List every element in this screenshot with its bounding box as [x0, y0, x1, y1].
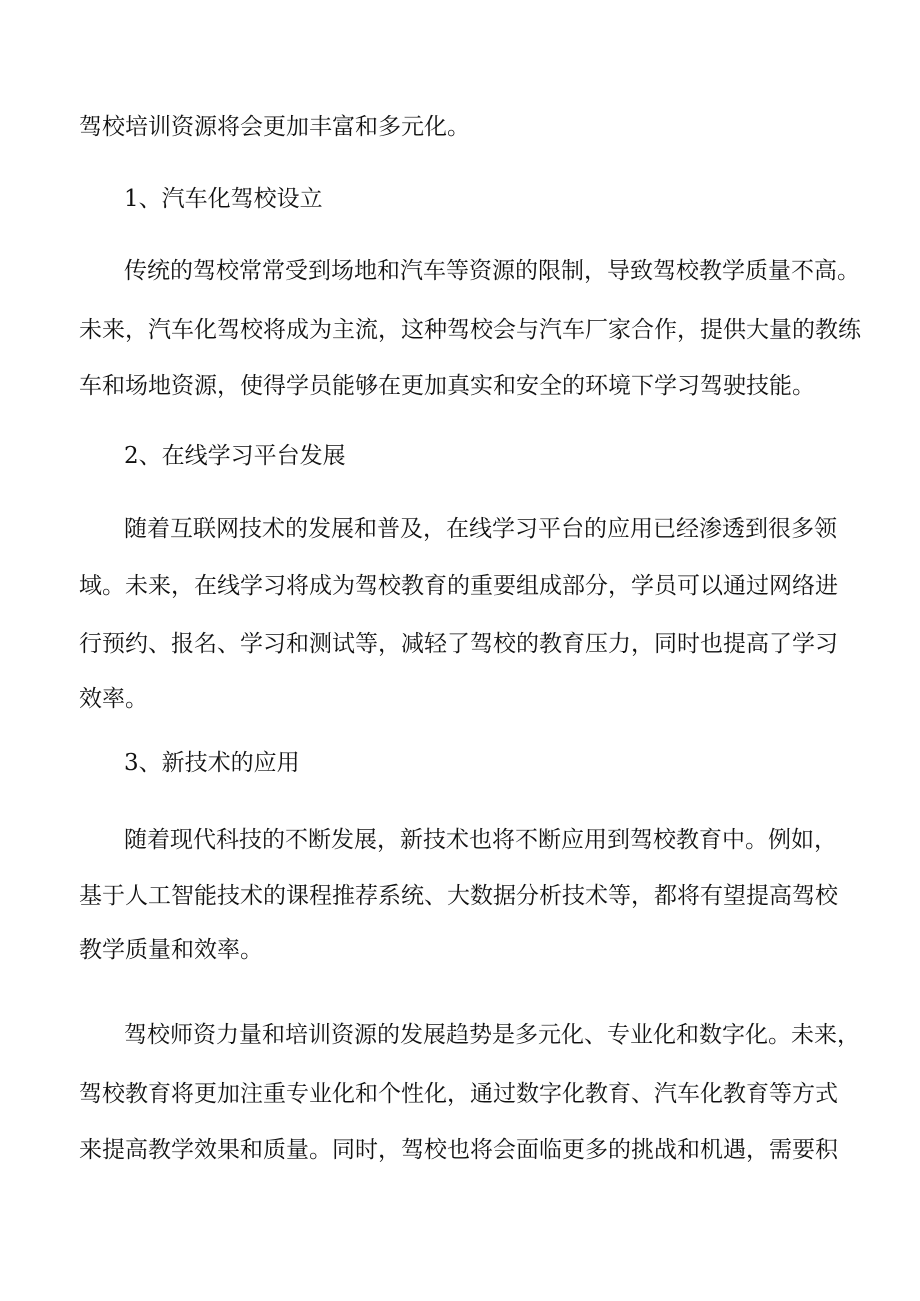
- section-heading: 2、在线学习平台发展: [124, 443, 346, 469]
- paragraph-line: 随着现代科技的不断发展，新技术也将不断应用到驾校教育中。例如，: [124, 827, 837, 853]
- paragraph-line: 驾校师资力量和培训资源的发展趋势是多元化、专业化和数字化。未来，: [124, 1022, 860, 1048]
- paragraph-line: 传统的驾校常常受到场地和汽车等资源的限制，导致驾校教学质量不高。: [124, 258, 860, 284]
- section-heading: 1、汽车化驾校设立: [124, 186, 323, 212]
- paragraph-line: 来提高教学效果和质量。同时，驾校也将会面临更多的挑战和机遇，需要积: [79, 1137, 838, 1163]
- paragraph-line: 域。未来，在线学习将成为驾校教育的重要组成部分，学员可以通过网络进: [79, 573, 838, 599]
- paragraph-line: 车和场地资源，使得学员能够在更加真实和安全的环境下学习驾驶技能。: [79, 373, 815, 399]
- section-heading: 3、新技术的应用: [124, 750, 300, 776]
- paragraph-line: 驾校教育将更加注重专业化和个性化，通过数字化教育、汽车化教育等方式: [79, 1081, 838, 1107]
- paragraph-line: 基于人工智能技术的课程推荐系统、大数据分析技术等，都将有望提高驾校: [79, 883, 838, 909]
- paragraph-line: 驾校培训资源将会更加丰富和多元化。: [79, 114, 470, 140]
- paragraph-line: 行预约、报名、学习和测试等，减轻了驾校的教育压力，同时也提高了学习: [79, 631, 838, 657]
- paragraph-line: 随着互联网技术的发展和普及，在线学习平台的应用已经渗透到很多领: [124, 516, 837, 542]
- paragraph-line: 效率。: [79, 686, 148, 712]
- paragraph-line: 教学质量和效率。: [79, 937, 263, 963]
- paragraph-line: 未来，汽车化驾校将成为主流，这种驾校会与汽车厂家合作，提供大量的教练: [79, 317, 861, 343]
